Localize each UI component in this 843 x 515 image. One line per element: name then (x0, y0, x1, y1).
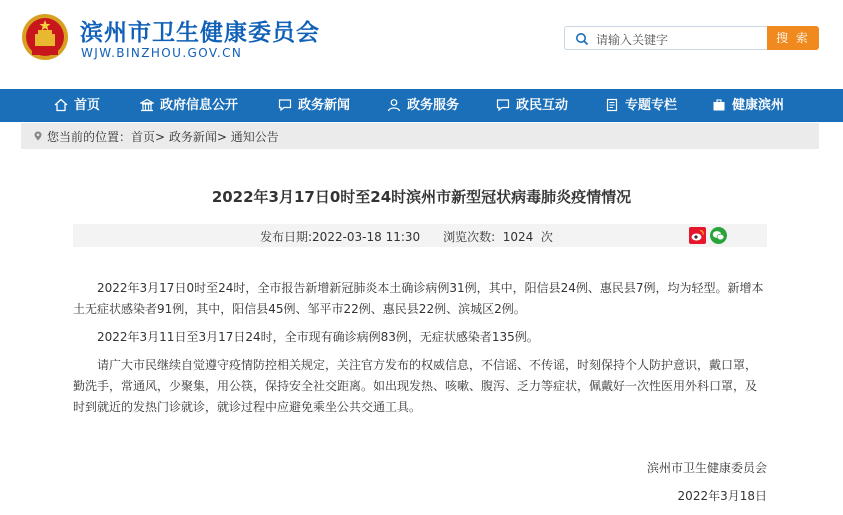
nav-label: 健康滨州 (732, 98, 785, 113)
user-icon (387, 98, 401, 112)
nav-label: 政民互动 (516, 98, 569, 113)
article-date: 2022年3月18日 (677, 489, 767, 503)
article-paragraph: 2022年3月17日0时至24时，全市报告新增新冠肺炎本土确诊病例31例，其中，阳信县24例、惠民县7例，均为轻型。新增本土无症状感染者91例，其中，阳信县45例、邹平市22例、惠民县22例、滨城区2例。 (73, 281, 764, 316)
chat-icon (278, 98, 292, 112)
nav-label: 专题专栏 (625, 98, 678, 113)
home-icon (54, 98, 68, 112)
search-button[interactable]: 搜 索 (767, 26, 819, 50)
search-placeholder: 请输入关键字 (596, 33, 669, 47)
location-pin-icon (33, 131, 43, 141)
article-paragraph: 请广大市民继续自觉遵守疫情防控相关规定，关注官方发布的权威信息，不信谣、不传谣，时刻保持个人防护意识，戴口罩，勤洗手，常通风，少聚集，用公筷，保持安全社交距离。如出现发热、咳嗽、腹泻、乏力等症状，佩戴好一次性医用外科口罩，及时到就近的发热门诊就诊，就诊过程中应避免乘坐公共交通工具。 (73, 358, 758, 414)
national-emblem-icon[interactable] (20, 12, 70, 62)
breadcrumb (21, 123, 819, 149)
article-meta: 发布日期:2022-03-18 11:30 浏览次数: 1024 次 (260, 230, 553, 244)
nav-label: 政府信息公开 (160, 98, 239, 113)
briefcase-icon (712, 98, 726, 112)
search-icon (575, 32, 589, 46)
wechat-share-icon[interactable] (710, 227, 727, 244)
nav-label: 政务新闻 (298, 98, 351, 113)
main-nav (0, 89, 843, 122)
chat-icon (496, 98, 510, 112)
building-icon (140, 98, 154, 112)
breadcrumb-text (47, 128, 279, 145)
site-header (0, 0, 843, 89)
article-paragraph: 2022年3月11日至3月17日24时，全市现有确诊病例83例，无症状感染者135例。 (97, 330, 539, 344)
breadcrumb-prefix: 您当前的位置： (47, 130, 132, 144)
document-icon (605, 98, 619, 112)
site-domain: WJW.BINZHOU.GOV.CN (81, 46, 243, 60)
nav-label: 首页 (74, 98, 101, 113)
article-title: 2022年3月17日0时至24时滨州市新型冠状病毒肺炎疫情情况 (211, 188, 632, 206)
article-signature: 滨州市卫生健康委员会 (646, 461, 767, 475)
article-meta-bar (73, 224, 767, 247)
weibo-share-icon[interactable] (689, 227, 706, 244)
breadcrumb-path[interactable]: 首页> 政务新闻> 通知公告 (131, 130, 279, 144)
nav-label: 政务服务 (407, 98, 460, 113)
site-title[interactable]: 滨州市卫生健康委员会 (80, 20, 320, 46)
search-input[interactable] (564, 26, 767, 50)
